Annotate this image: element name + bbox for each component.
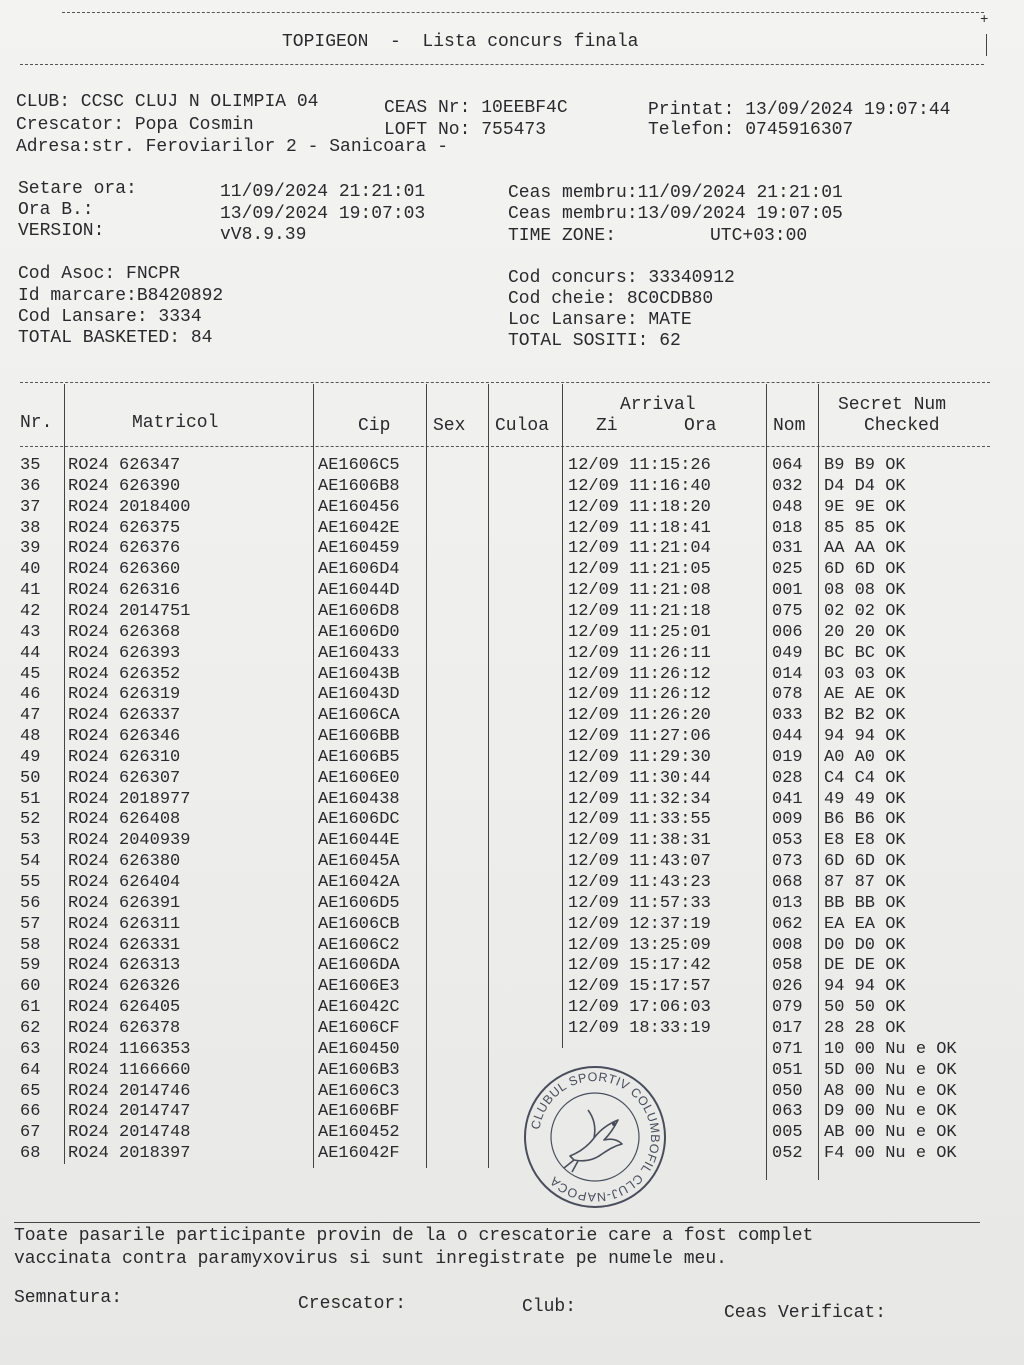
row-nom: 019 (772, 747, 803, 767)
table-row (18, 872, 1008, 893)
row-matricol: RO24 626352 (68, 664, 181, 684)
table-row (18, 747, 1008, 768)
row-nr: 65 (20, 1081, 41, 1101)
cod-cheie: Cod cheie: 8C0CDB80 (508, 289, 714, 309)
row-secret-checked: 20 20 OK (824, 622, 906, 642)
row-secret-checked: D4 D4 OK (824, 476, 906, 496)
row-secret-checked: AA AA OK (824, 539, 906, 559)
row-arrival: 12/09 11:27:06 (568, 727, 711, 747)
header-ora: Ora (684, 416, 717, 436)
row-nom: 048 (772, 497, 803, 517)
row-arrival: 12/09 15:17:42 (568, 956, 711, 976)
table-row (18, 455, 1008, 476)
row-nr: 51 (20, 789, 41, 809)
row-cip: AE16042A (318, 873, 400, 892)
header-arrival: Arrival (620, 395, 696, 415)
loft-number: LOFT No: 755473 (384, 120, 547, 140)
row-matricol: RO24 626337 (68, 706, 181, 726)
row-nr: 44 (20, 643, 41, 663)
row-arrival: 12/09 11:57:33 (568, 893, 711, 913)
row-nom: 071 (772, 1039, 803, 1059)
row-cip: AE1606B3 (318, 1060, 400, 1080)
row-nr: 49 (20, 747, 41, 767)
row-cip: AE16042E (318, 518, 400, 538)
row-cip: AE1606CF (318, 1018, 400, 1038)
row-matricol: RO24 626376 (68, 539, 181, 559)
table-row (18, 538, 1008, 559)
row-nom: 073 (772, 852, 803, 872)
row-matricol: RO24 626375 (68, 518, 181, 538)
row-cip: AE1606C2 (318, 935, 400, 955)
table-row (18, 851, 1008, 872)
row-matricol: RO24 2014747 (68, 1102, 191, 1122)
row-secret-checked: 6D 6D OK (824, 852, 906, 872)
clock-verified-label: Ceas Verificat: (724, 1303, 887, 1323)
header-cip: Cip (358, 416, 391, 436)
row-nom: 017 (772, 1018, 803, 1038)
table-row (18, 664, 1008, 685)
row-secret-checked: C4 C4 OK (824, 768, 906, 788)
row-matricol: RO24 626380 (68, 852, 181, 872)
row-cip: AE1606BF (318, 1102, 400, 1122)
title-corner-plus: + (980, 12, 989, 28)
table-row (18, 893, 1008, 914)
row-secret-checked: D9 00 Nu e OK (824, 1102, 957, 1122)
row-matricol: RO24 2018400 (68, 497, 191, 517)
row-nr: 58 (20, 935, 41, 955)
row-nr: 59 (20, 956, 41, 976)
row-cip: AE160452 (318, 1123, 400, 1143)
row-nr: 45 (20, 664, 41, 684)
row-matricol: RO24 626347 (68, 456, 181, 475)
row-matricol: RO24 626331 (68, 935, 181, 955)
row-cip: AE16043B (318, 664, 400, 684)
breeder-signature-label: Crescator: (298, 1294, 407, 1314)
declaration-line-2: vaccinata contra paramyxovirus si sunt inregistrate pe numele meu. (14, 1249, 727, 1269)
table-row (18, 1143, 1008, 1164)
row-matricol: RO24 2018397 (68, 1144, 191, 1164)
row-nom: 025 (772, 560, 803, 580)
table-row (18, 601, 1008, 622)
row-matricol: RO24 626326 (68, 977, 181, 997)
row-arrival: 12/09 11:25:01 (568, 622, 711, 642)
row-nom: 064 (772, 456, 803, 475)
printed-timestamp: Printat: 13/09/2024 19:07:44 (648, 100, 951, 120)
row-cip: AE1606D8 (318, 601, 400, 621)
club-name: CLUB: CCSC CLUJ N OLIMPIA 04 (16, 92, 319, 112)
row-nr: 56 (20, 893, 41, 913)
row-secret-checked: B9 B9 OK (824, 456, 906, 475)
table-header-top-border (20, 382, 990, 383)
ora-b-value: 13/09/2024 19:07:03 (220, 204, 426, 224)
table-row (18, 1122, 1008, 1143)
row-nr: 61 (20, 998, 41, 1018)
row-secret-checked: AB 00 Nu e OK (824, 1123, 957, 1143)
table-row (18, 1039, 1008, 1060)
row-arrival: 12/09 11:21:18 (568, 601, 711, 621)
table-row (18, 997, 1008, 1018)
row-nom: 033 (772, 706, 803, 726)
report-title: TOPIGEON - Lista concurs finala (282, 32, 639, 52)
ceas-number: CEAS Nr: 10EEBF4C (384, 98, 568, 118)
row-cip: AE16043D (318, 685, 400, 705)
row-matricol: RO24 626307 (68, 768, 181, 788)
time-zone-label: TIME ZONE: (508, 226, 617, 246)
header-culoa: Culoa (495, 416, 550, 436)
row-matricol: RO24 2014748 (68, 1123, 191, 1143)
row-nom: 075 (772, 601, 803, 621)
row-arrival: 12/09 11:30:44 (568, 768, 711, 788)
row-cip: AE1606E0 (318, 768, 400, 788)
row-nr: 54 (20, 852, 41, 872)
row-cip: AE16042F (318, 1144, 400, 1164)
row-nom: 026 (772, 977, 803, 997)
row-nom: 031 (772, 539, 803, 559)
row-cip: AE160433 (318, 643, 400, 663)
table-row (18, 705, 1008, 726)
row-cip: AE1606C3 (318, 1081, 400, 1101)
row-matricol: RO24 626368 (68, 622, 181, 642)
setare-ora-label: Setare ora: (18, 179, 137, 199)
table-row (18, 935, 1008, 956)
row-secret-checked: 03 03 OK (824, 664, 906, 684)
row-nom: 052 (772, 1144, 803, 1164)
row-cip: AE1606B5 (318, 747, 400, 767)
signature-label: Semnatura: (14, 1288, 123, 1308)
table-row (18, 1081, 1008, 1102)
id-marcare: Id marcare:B8420892 (18, 286, 224, 306)
row-secret-checked: BB BB OK (824, 893, 906, 913)
row-secret-checked: 49 49 OK (824, 789, 906, 809)
row-matricol: RO24 1166353 (68, 1039, 191, 1059)
row-nom: 058 (772, 956, 803, 976)
loc-lansare: Loc Lansare: MATE (508, 310, 692, 330)
row-secret-checked: B6 B6 OK (824, 810, 906, 830)
row-cip: AE1606D0 (318, 622, 400, 642)
row-nom: 014 (772, 664, 803, 684)
row-arrival: 12/09 11:21:05 (568, 560, 711, 580)
cod-asoc: Cod Asoc: FNCPR (18, 264, 181, 284)
row-matricol: RO24 626390 (68, 476, 181, 496)
phone-number: Telefon: 0745916307 (648, 120, 854, 140)
row-arrival: 12/09 11:26:12 (568, 685, 711, 705)
row-secret-checked: 85 85 OK (824, 518, 906, 538)
row-nom: 006 (772, 622, 803, 642)
row-nom: 028 (772, 768, 803, 788)
row-nr: 36 (20, 476, 41, 496)
row-cip: AE1606CB (318, 914, 400, 934)
version-label: VERSION: (18, 221, 105, 241)
row-arrival: 12/09 11:43:07 (568, 852, 711, 872)
row-nom: 062 (772, 914, 803, 934)
address: Adresa:str. Feroviarilor 2 - Sanicoara - (16, 137, 449, 157)
row-arrival: 12/09 11:26:11 (568, 643, 711, 663)
row-arrival: 12/09 11:26:20 (568, 706, 711, 726)
row-cip: AE1606B8 (318, 476, 400, 496)
table-row (18, 684, 1008, 705)
row-arrival: 12/09 11:43:23 (568, 873, 711, 892)
row-nr: 67 (20, 1123, 41, 1143)
row-nr: 40 (20, 560, 41, 580)
row-secret-checked: E8 E8 OK (824, 831, 906, 851)
setare-ora-value: 11/09/2024 21:21:01 (220, 182, 426, 202)
row-matricol: RO24 626378 (68, 1018, 181, 1038)
row-secret-checked: BC BC OK (824, 643, 906, 663)
row-nom: 053 (772, 831, 803, 851)
row-arrival: 12/09 18:33:19 (568, 1018, 711, 1038)
row-secret-checked: 94 94 OK (824, 727, 906, 747)
row-secret-checked: F4 00 Nu e OK (824, 1144, 957, 1164)
row-arrival: 12/09 15:17:57 (568, 977, 711, 997)
row-nr: 48 (20, 727, 41, 747)
row-nom: 032 (772, 476, 803, 496)
row-nom: 013 (772, 893, 803, 913)
row-secret-checked: 94 94 OK (824, 977, 906, 997)
row-secret-checked: B2 B2 OK (824, 706, 906, 726)
row-matricol: RO24 626313 (68, 956, 181, 976)
table-row (18, 476, 1008, 497)
row-secret-checked: 28 28 OK (824, 1018, 906, 1038)
row-nr: 57 (20, 914, 41, 934)
row-nr: 52 (20, 810, 41, 830)
row-matricol: RO24 626408 (68, 810, 181, 830)
row-nom: 050 (772, 1081, 803, 1101)
row-nom: 041 (772, 789, 803, 809)
row-arrival: 12/09 11:18:41 (568, 518, 711, 538)
table-row (18, 976, 1008, 997)
table-row (18, 559, 1008, 580)
header-matricol: Matricol (132, 413, 219, 433)
row-arrival: 12/09 11:33:55 (568, 810, 711, 830)
row-nom: 063 (772, 1102, 803, 1122)
row-nr: 62 (20, 1018, 41, 1038)
row-secret-checked: 50 50 OK (824, 998, 906, 1018)
row-secret-checked: 9E 9E OK (824, 497, 906, 517)
row-nr: 55 (20, 873, 41, 892)
row-arrival: 12/09 12:37:19 (568, 914, 711, 934)
row-nr: 47 (20, 706, 41, 726)
total-basketed: TOTAL BASKETED: 84 (18, 328, 213, 348)
header-nom: Nom (773, 416, 806, 436)
title-bottom-border (20, 64, 984, 65)
row-matricol: RO24 2018977 (68, 789, 191, 809)
header-nr: Nr. (20, 413, 53, 433)
row-cip: AE16042C (318, 998, 400, 1018)
row-secret-checked: 6D 6D OK (824, 560, 906, 580)
row-cip: AE1606CA (318, 706, 400, 726)
total-sositi: TOTAL SOSITI: 62 (508, 331, 681, 351)
row-cip: AE1606DC (318, 810, 400, 830)
table-row (18, 726, 1008, 747)
row-arrival: 12/09 11:29:30 (568, 747, 711, 767)
row-arrival: 12/09 11:32:34 (568, 789, 711, 809)
row-cip: AE1606C5 (318, 456, 400, 475)
row-matricol: RO24 626346 (68, 727, 181, 747)
row-cip: AE16045A (318, 852, 400, 872)
row-nr: 46 (20, 685, 41, 705)
row-matricol: RO24 626310 (68, 747, 181, 767)
version-value: vV8.9.39 (220, 225, 307, 245)
row-nr: 68 (20, 1144, 41, 1164)
row-cip: AE1606E3 (318, 977, 400, 997)
ceas-membru-end: Ceas membru:13/09/2024 19:07:05 (508, 204, 843, 224)
row-arrival: 12/09 11:16:40 (568, 476, 711, 496)
row-nom: 001 (772, 581, 803, 601)
dove-icon (564, 1110, 622, 1172)
row-nr: 53 (20, 831, 41, 851)
row-nom: 078 (772, 685, 803, 705)
row-cip: AE1606D5 (318, 893, 400, 913)
header-checked: Checked (864, 416, 940, 436)
row-nom: 079 (772, 998, 803, 1018)
row-matricol: RO24 626404 (68, 873, 181, 892)
row-matricol: RO24 2014746 (68, 1081, 191, 1101)
row-arrival: 12/09 11:38:31 (568, 831, 711, 851)
table-header-bottom-border (20, 446, 990, 447)
row-nom: 051 (772, 1060, 803, 1080)
row-matricol: RO24 626405 (68, 998, 181, 1018)
row-secret-checked: AE AE OK (824, 685, 906, 705)
row-nr: 39 (20, 539, 41, 559)
row-arrival: 12/09 11:26:12 (568, 664, 711, 684)
row-secret-checked: 02 02 OK (824, 601, 906, 621)
row-nr: 64 (20, 1060, 41, 1080)
row-nom: 049 (772, 643, 803, 663)
header-sex: Sex (433, 416, 466, 436)
row-matricol: RO24 626316 (68, 581, 181, 601)
row-nr: 50 (20, 768, 41, 788)
row-matricol: RO24 626360 (68, 560, 181, 580)
breeder-name: Crescator: Popa Cosmin (16, 115, 254, 135)
declaration-line-1: Toate pasarile participante provin de la o crescatorie care a fost complet (14, 1226, 814, 1246)
row-arrival: 12/09 11:21:08 (568, 581, 711, 601)
table-row (18, 1101, 1008, 1122)
row-cip: AE160438 (318, 789, 400, 809)
table-row (18, 768, 1008, 789)
table-row (18, 1060, 1008, 1081)
table-row (18, 643, 1008, 664)
footer-separator (14, 1222, 980, 1223)
row-secret-checked: 87 87 OK (824, 873, 906, 892)
row-secret-checked: DE DE OK (824, 956, 906, 976)
row-matricol: RO24 626393 (68, 643, 181, 663)
row-cip: AE16044D (318, 581, 400, 601)
row-cip: AE160456 (318, 497, 400, 517)
row-arrival: 12/09 17:06:03 (568, 998, 711, 1018)
ceas-membru-start: Ceas membru:11/09/2024 21:21:01 (508, 183, 843, 203)
table-row (18, 830, 1008, 851)
row-matricol: RO24 626319 (68, 685, 181, 705)
row-nom: 005 (772, 1123, 803, 1143)
row-nr: 66 (20, 1102, 41, 1122)
row-nom: 044 (772, 727, 803, 747)
row-secret-checked: EA EA OK (824, 914, 906, 934)
row-arrival: 12/09 11:15:26 (568, 456, 711, 475)
row-matricol: RO24 2040939 (68, 831, 191, 851)
row-arrival: 12/09 11:21:04 (568, 539, 711, 559)
time-zone-value: UTC+03:00 (710, 226, 808, 246)
table-row (18, 1018, 1008, 1039)
row-secret-checked: A0 A0 OK (824, 747, 906, 767)
row-nr: 42 (20, 601, 41, 621)
row-nom: 018 (772, 518, 803, 538)
row-matricol: RO24 626311 (68, 914, 181, 934)
table-row (18, 789, 1008, 810)
table-row (18, 914, 1008, 935)
row-nom: 009 (772, 810, 803, 830)
row-matricol: RO24 1166660 (68, 1060, 191, 1080)
table-row (18, 955, 1008, 976)
row-cip: AE1606D4 (318, 560, 400, 580)
row-cip: AE1606DA (318, 956, 400, 976)
ora-b-label: Ora B.: (18, 200, 94, 220)
row-nr: 38 (20, 518, 41, 538)
header-secret-num: Secret Num (838, 395, 947, 415)
row-arrival: 12/09 11:18:20 (568, 497, 711, 517)
row-nr: 41 (20, 581, 41, 601)
table-row (18, 497, 1008, 518)
header-zi: Zi (596, 416, 618, 436)
row-nr: 35 (20, 456, 41, 475)
club-signature-label: Club: (522, 1297, 577, 1317)
row-nom: 068 (772, 873, 803, 892)
stamp-text-path: CLUBUL SPORTIV COLUMBOFIL CLUJ-NAPOCA (528, 1069, 663, 1205)
row-nr: 63 (20, 1039, 41, 1059)
row-nr: 60 (20, 977, 41, 997)
row-cip: AE160459 (318, 539, 400, 559)
row-cip: AE160450 (318, 1039, 400, 1059)
cod-concurs: Cod concurs: 33340912 (508, 268, 735, 288)
row-nr: 37 (20, 497, 41, 517)
table-row (18, 580, 1008, 601)
row-secret-checked: A8 00 Nu e OK (824, 1081, 957, 1101)
row-secret-checked: 08 08 OK (824, 581, 906, 601)
row-secret-checked: 5D 00 Nu e OK (824, 1060, 957, 1080)
title-right-border (986, 34, 987, 56)
title-top-border (62, 12, 984, 13)
row-nom: 008 (772, 935, 803, 955)
club-stamp (522, 1064, 668, 1210)
row-secret-checked: 10 00 Nu e OK (824, 1039, 957, 1059)
table-row (18, 622, 1008, 643)
row-cip: AE1606BB (318, 727, 400, 747)
table-row (18, 809, 1008, 830)
row-cip: AE16044E (318, 831, 400, 851)
row-arrival: 12/09 13:25:09 (568, 935, 711, 955)
row-matricol: RO24 626391 (68, 893, 181, 913)
row-secret-checked: D0 D0 OK (824, 935, 906, 955)
cod-lansare: Cod Lansare: 3334 (18, 307, 202, 327)
table-row (18, 518, 1008, 539)
row-matricol: RO24 2014751 (68, 601, 191, 621)
row-nr: 43 (20, 622, 41, 642)
